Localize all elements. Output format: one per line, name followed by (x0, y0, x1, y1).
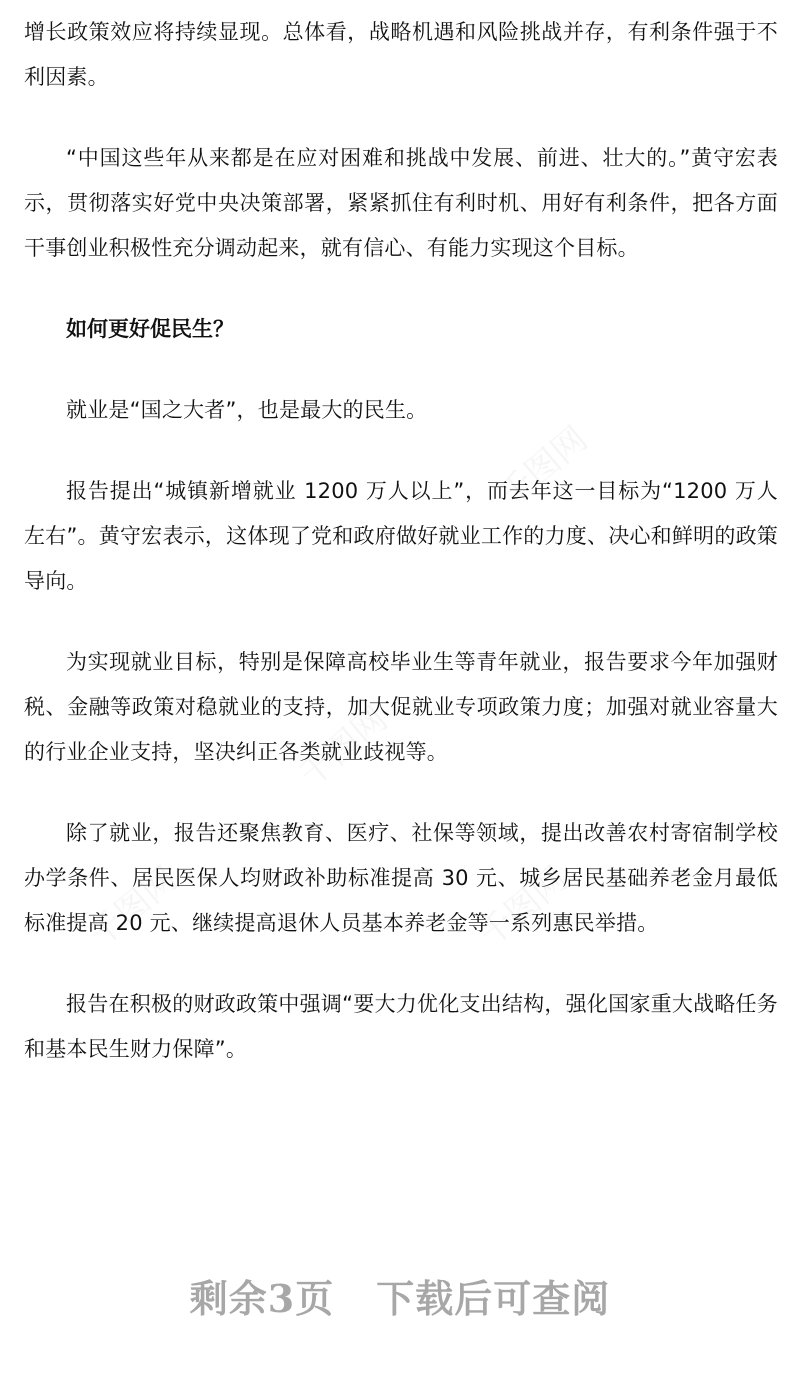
paragraph: 报告在积极的财政政策中强调“要大力优化支出结构，强化国家重大战略任务和基本民生财力保障”。 (24, 992, 778, 1061)
watermark: 千图网 (471, 859, 576, 956)
watermark: 千图网 (81, 859, 186, 956)
document-body (24, 10, 778, 1072)
section-heading: 如何更好促民生？ (66, 317, 234, 341)
remaining-pages-label: 剩余3页 (189, 1276, 335, 1321)
paragraph: 除了就业，报告还聚焦教育、医疗、社保等领域，提出改善农村寄宿制学校办学条件、居民医保人均财政补助标准提高 30 元、城乡居民基础养老金月最低标准提高 20 元、继续提高退休人员基本养老金等一系列惠民举措。 (24, 821, 778, 935)
watermark: 千图网 (491, 419, 596, 516)
paragraph: 报告提出“城镇新增就业 1200 万人以上”，而去年这一目标为“1200 万人左右”。黄守宏表示，这体现了党和政府做好就业工作的力度、决心和鲜明的政策导向。 (24, 479, 778, 593)
paragraph: 增长政策效应将持续显现。总体看，战略机遇和风险挑战并存，有利条件强于不利因素。 (24, 20, 778, 89)
download-prompt[interactable] (0, 1268, 800, 1323)
paragraph: 为实现就业目标，特别是保障高校毕业生等青年就业，报告要求今年加强财税、金融等政策对稳就业的支持，加大促就业专项政策力度；加强对就业容量大的行业企业支持，坚决纠正各类就业歧视等。 (24, 650, 778, 764)
watermark: 千图网 (291, 699, 396, 796)
paragraph: “中国这些年从来都是在应对困难和挑战中发展、前进、壮大的。”黄守宏表示，贯彻落实好党中央决策部署，紧紧抓住有利时机、用好有利条件，把各方面干事创业积极性充分调动起来，就有信心、有能力实现这个目标。 (24, 146, 778, 260)
download-to-view-label: 下载后可查阅 (376, 1276, 611, 1321)
paragraph: 就业是“国之大者”，也是最大的民生。 (66, 398, 428, 422)
